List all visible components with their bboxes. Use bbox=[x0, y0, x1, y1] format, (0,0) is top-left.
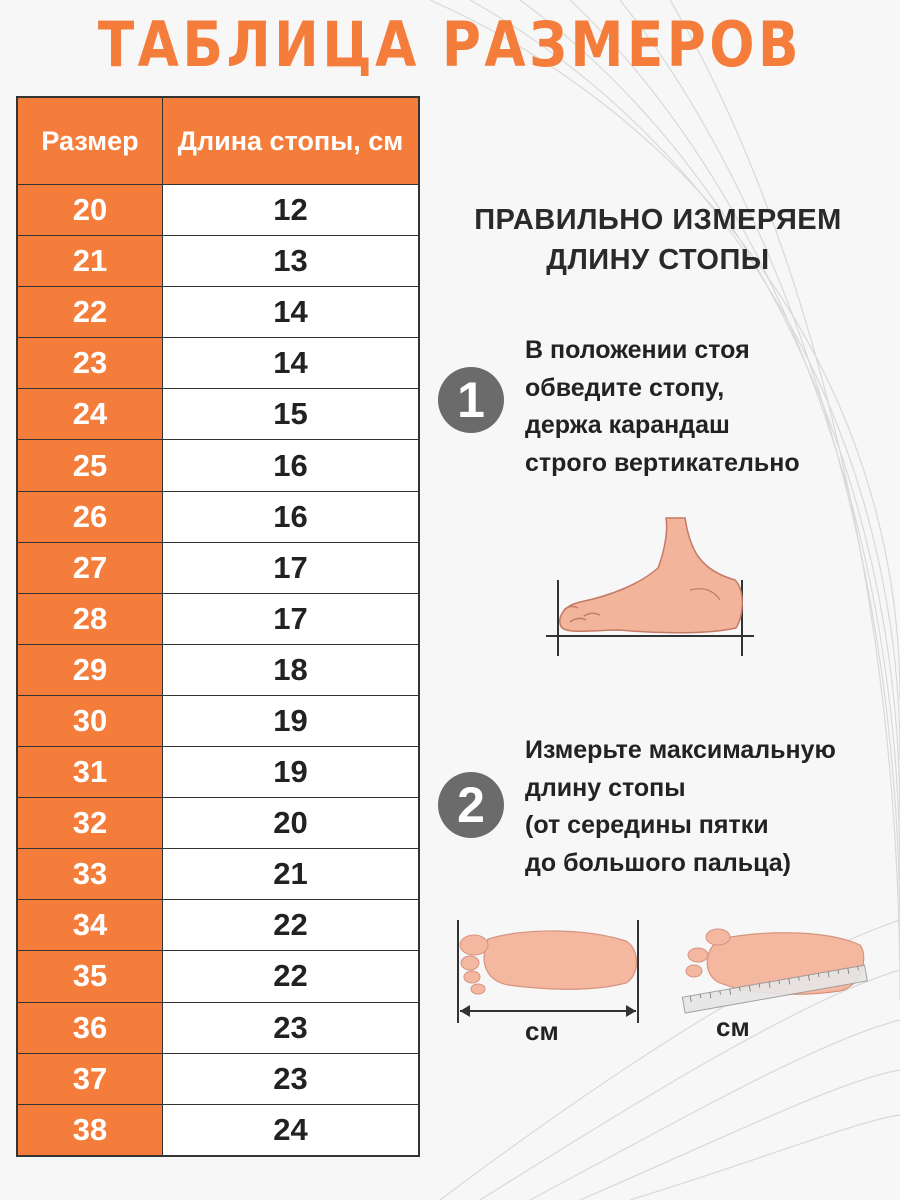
table-row bbox=[17, 951, 419, 1002]
step-2-line: Измерьте максимальную bbox=[525, 736, 836, 764]
foot-side-icon bbox=[540, 510, 760, 660]
table-row bbox=[17, 338, 419, 389]
length-cell: 16 bbox=[163, 440, 420, 491]
table-row bbox=[17, 1053, 419, 1104]
length-cell: 14 bbox=[163, 287, 420, 338]
size-cell: 37 bbox=[17, 1053, 163, 1104]
table-row bbox=[17, 747, 419, 798]
table-row bbox=[17, 236, 419, 287]
size-cell: 35 bbox=[17, 951, 163, 1002]
step-1-line: держа карандаш bbox=[525, 411, 730, 439]
table-row bbox=[17, 1104, 419, 1156]
step-1-line: строго вертикательно bbox=[525, 448, 800, 477]
size-cell: 34 bbox=[17, 900, 163, 951]
header-foot-length: Длина стопы, см bbox=[163, 97, 420, 185]
length-cell: 21 bbox=[163, 849, 420, 900]
size-cell: 26 bbox=[17, 491, 163, 542]
size-cell: 23 bbox=[17, 338, 163, 389]
size-cell: 38 bbox=[17, 1104, 163, 1156]
length-cell: 17 bbox=[163, 542, 420, 593]
size-cell: 30 bbox=[17, 695, 163, 746]
table-row bbox=[17, 900, 419, 951]
table-row bbox=[17, 849, 419, 900]
table-row bbox=[17, 491, 419, 542]
unit-label: см bbox=[525, 1016, 559, 1046]
length-cell: 15 bbox=[163, 389, 420, 440]
length-cell: 22 bbox=[163, 951, 420, 1002]
step-2-line: (от середины пятки bbox=[525, 811, 769, 839]
unit-label: см bbox=[716, 1012, 750, 1042]
table-row bbox=[17, 695, 419, 746]
table-row bbox=[17, 287, 419, 338]
length-cell: 17 bbox=[163, 593, 420, 644]
table-row bbox=[17, 798, 419, 849]
step-1-number: 1 bbox=[438, 367, 504, 433]
length-cell: 23 bbox=[163, 1053, 420, 1104]
size-cell: 36 bbox=[17, 1002, 163, 1053]
page-title: ТАБЛИЦА РАЗМЕРОВ bbox=[97, 8, 803, 81]
step-1-text bbox=[525, 332, 800, 482]
size-cell: 29 bbox=[17, 644, 163, 695]
length-cell: 24 bbox=[163, 1104, 420, 1156]
size-cell: 25 bbox=[17, 440, 163, 491]
step-2-line: длину стопы bbox=[525, 773, 686, 802]
length-cell: 18 bbox=[163, 644, 420, 695]
size-cell: 22 bbox=[17, 287, 163, 338]
size-cell: 24 bbox=[17, 389, 163, 440]
guide-title: ПРАВИЛЬНО ИЗМЕРЯЕМ ДЛИНУ СТОПЫ bbox=[474, 204, 842, 276]
table-row bbox=[17, 542, 419, 593]
header-size: Размер bbox=[17, 97, 163, 185]
table-row bbox=[17, 440, 419, 491]
length-cell: 20 bbox=[163, 798, 420, 849]
length-cell: 16 bbox=[163, 491, 420, 542]
step-2-line: до большого пальца) bbox=[525, 848, 791, 877]
length-cell: 12 bbox=[163, 185, 420, 236]
length-cell: 23 bbox=[163, 1002, 420, 1053]
table-row bbox=[17, 644, 419, 695]
length-cell: 13 bbox=[163, 236, 420, 287]
size-table bbox=[16, 96, 420, 1157]
step-1-line: В положении стоя bbox=[525, 336, 750, 364]
step-2-number: 2 bbox=[438, 772, 504, 838]
table-row bbox=[17, 185, 419, 236]
foot-sole-arrow-icon bbox=[448, 915, 648, 1025]
length-cell: 22 bbox=[163, 900, 420, 951]
size-cell: 20 bbox=[17, 185, 163, 236]
table-row bbox=[17, 593, 419, 644]
table-row bbox=[17, 1002, 419, 1053]
step-2-text bbox=[525, 732, 836, 882]
size-cell: 21 bbox=[17, 236, 163, 287]
step-1-line: обведите стопу, bbox=[525, 373, 725, 402]
length-cell: 19 bbox=[163, 695, 420, 746]
length-cell: 19 bbox=[163, 747, 420, 798]
size-cell: 31 bbox=[17, 747, 163, 798]
size-cell: 27 bbox=[17, 542, 163, 593]
table-row bbox=[17, 389, 419, 440]
length-cell: 14 bbox=[163, 338, 420, 389]
size-cell: 32 bbox=[17, 798, 163, 849]
size-cell: 33 bbox=[17, 849, 163, 900]
foot-ruler-icon bbox=[680, 925, 870, 1020]
size-cell: 28 bbox=[17, 593, 163, 644]
